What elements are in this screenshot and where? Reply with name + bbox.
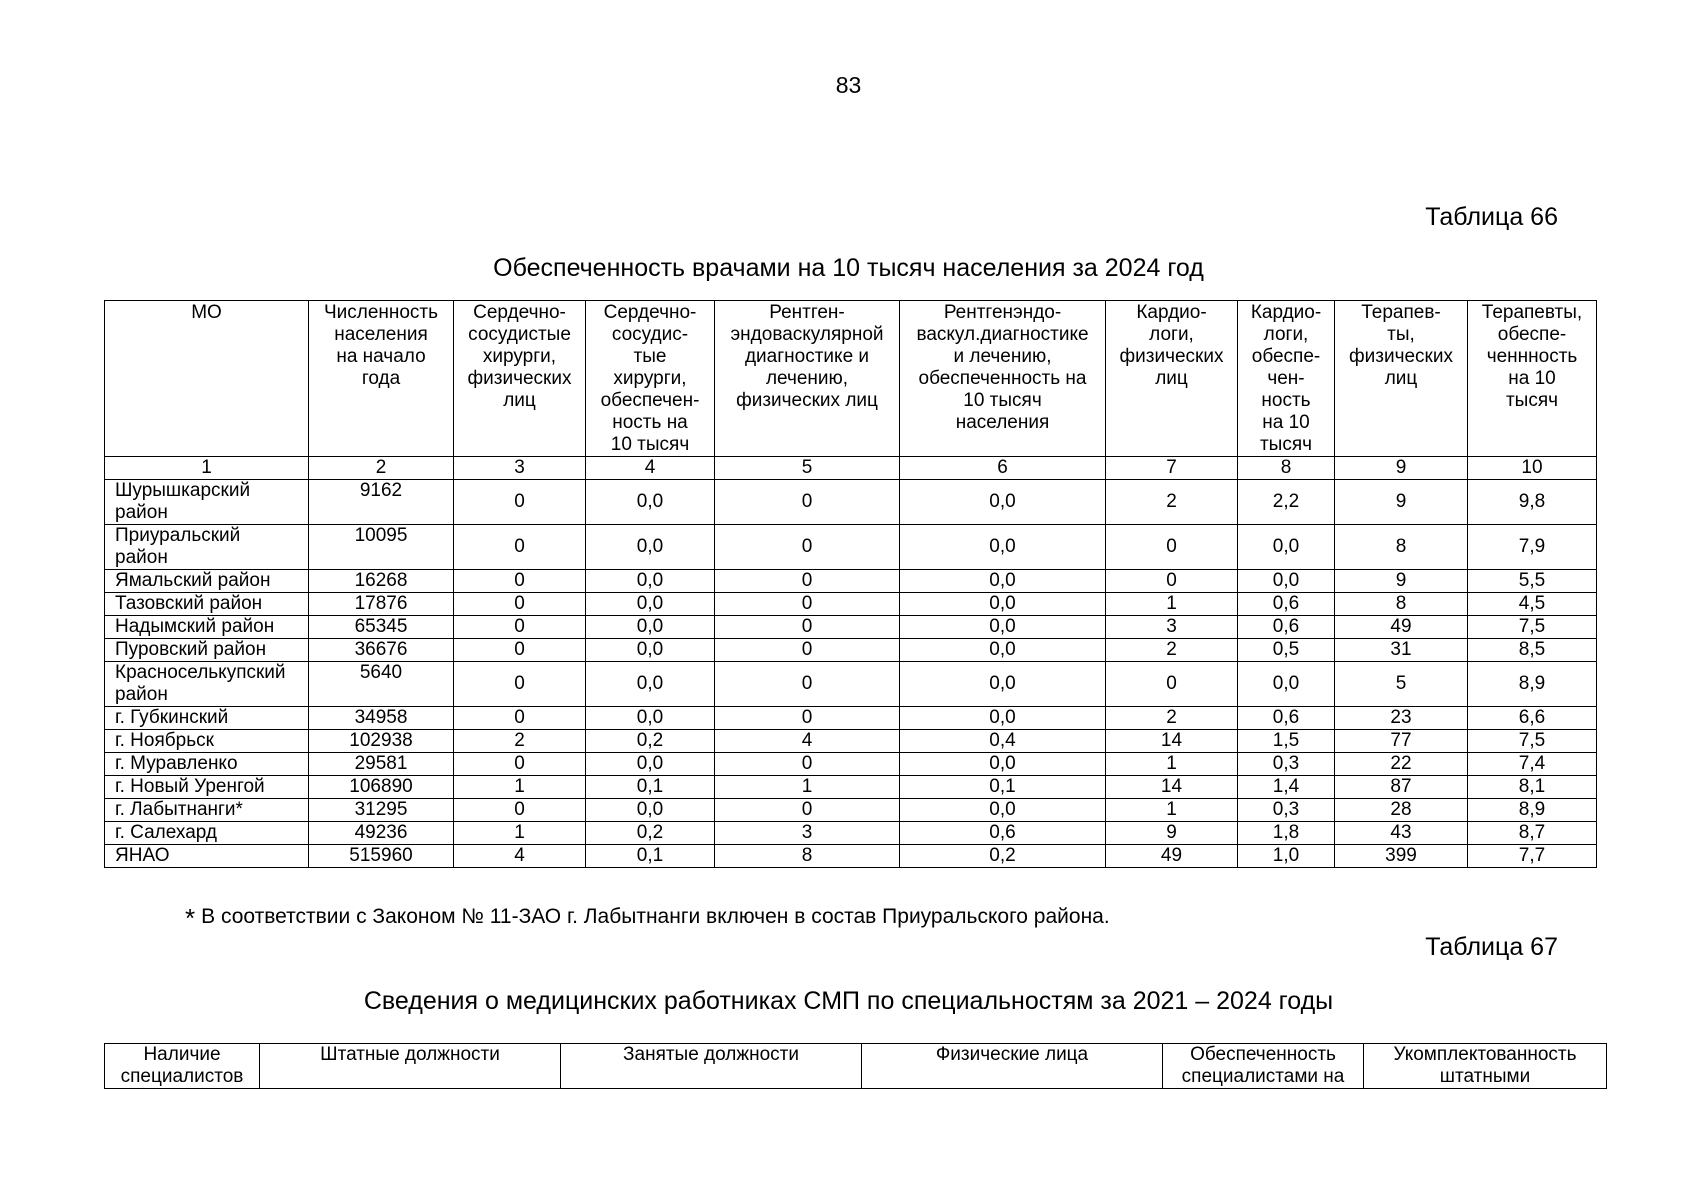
table-cell: 3 xyxy=(1106,616,1238,639)
column-header xyxy=(586,301,715,457)
table-cell: 8,7 xyxy=(1468,822,1597,845)
table-cell: 0,0 xyxy=(900,799,1106,822)
table-cell: 8,9 xyxy=(1468,662,1597,707)
table-cell: 2 xyxy=(1106,639,1238,662)
cell-text-line: г. Салехард xyxy=(115,822,217,843)
table-cell: 6,6 xyxy=(1468,707,1597,730)
table-cell: 0,6 xyxy=(1238,707,1335,730)
page-number: 83 xyxy=(835,72,862,98)
table-cell: 0,0 xyxy=(586,480,715,525)
cell-text-line: ченнность xyxy=(1486,346,1578,367)
table-cell: 3 xyxy=(715,822,900,845)
cell-text-line: 10 тысяч xyxy=(610,434,690,455)
table-cell: 2 xyxy=(1106,707,1238,730)
cell-text-line: Терапев- xyxy=(1361,302,1441,323)
cell-text-line: тые xyxy=(633,346,667,367)
column-header xyxy=(561,1044,862,1089)
cell-text-line: хирурги, xyxy=(613,368,687,389)
cell-text-line: лиц xyxy=(1155,368,1188,389)
cell-text-line: Рентгенэндо- xyxy=(943,302,1062,323)
column-header xyxy=(105,301,309,457)
table-cell: 1 xyxy=(1106,753,1238,776)
cell-text-line: г. Губкинский xyxy=(115,707,229,728)
table-cell: 7,7 xyxy=(1468,845,1597,868)
column-number: 9 xyxy=(1335,457,1468,480)
table-row xyxy=(105,845,1597,868)
table-row xyxy=(105,730,1597,753)
table-cell: 87 xyxy=(1335,776,1468,799)
table-cell: 1 xyxy=(715,776,900,799)
cell-text-line: тысяч xyxy=(1505,390,1559,411)
table-cell: 29581 xyxy=(309,753,454,776)
cell-text-line: обеспе- xyxy=(1251,346,1321,367)
table-66-label: Таблица 66 xyxy=(1425,203,1558,231)
cell-text-line: Ямальский район xyxy=(115,570,271,591)
table-cell: 399 xyxy=(1335,845,1468,868)
table-row xyxy=(105,480,1597,525)
table-cell: 10095 xyxy=(309,525,454,570)
table-cell: 102938 xyxy=(309,730,454,753)
table-cell: 2,2 xyxy=(1238,480,1335,525)
column-number-row xyxy=(105,457,1597,480)
column-number: 5 xyxy=(715,457,900,480)
table-cell: 0,0 xyxy=(586,639,715,662)
table-cell: 2 xyxy=(1106,480,1238,525)
cell-text-line: Тазовский район xyxy=(115,593,263,614)
table-row xyxy=(105,639,1597,662)
cell-text-line: эндоваскулярной xyxy=(730,324,884,345)
cell-text-line: на начало xyxy=(336,346,426,367)
table-cell: 0 xyxy=(715,525,900,570)
cell-text-line: МО xyxy=(191,302,222,323)
table-row xyxy=(105,616,1597,639)
table-row xyxy=(105,753,1597,776)
table-cell: 8,5 xyxy=(1468,639,1597,662)
cell-text-line: на 10 xyxy=(1262,412,1310,433)
table-cell: 49 xyxy=(1335,616,1468,639)
cell-text-line: Обеспеченность xyxy=(1190,1044,1336,1065)
cell-text-line: специалистов xyxy=(120,1066,244,1087)
cell-text-line: тысяч xyxy=(1259,434,1313,455)
cell-text-line: Шурышкарский xyxy=(115,480,251,501)
mo-cell xyxy=(105,753,309,776)
table-cell: 0,1 xyxy=(586,776,715,799)
cell-text-line: физических xyxy=(467,368,572,389)
table-66-title: Обеспеченность врачами на 10 тысяч населения за 2024 год xyxy=(493,254,1204,282)
table-cell: 23 xyxy=(1335,707,1468,730)
table-cell: 0 xyxy=(715,707,900,730)
column-header xyxy=(105,1044,260,1089)
table-cell: 4 xyxy=(454,845,586,868)
mo-cell xyxy=(105,822,309,845)
table-cell: 0 xyxy=(454,753,586,776)
column-header xyxy=(1238,301,1335,457)
table-row xyxy=(105,707,1597,730)
cell-text-line: хирурги, xyxy=(482,346,557,367)
footnote-marker: * xyxy=(185,903,196,933)
table-cell: 2 xyxy=(454,730,586,753)
cell-text-line: на 10 xyxy=(1508,368,1556,389)
table-cell: 5 xyxy=(1335,662,1468,707)
table-cell: 0,0 xyxy=(1238,525,1335,570)
cell-text-line: Кардио- xyxy=(1250,302,1322,323)
table-cell: 0,0 xyxy=(900,639,1106,662)
column-number: 6 xyxy=(900,457,1106,480)
mo-cell xyxy=(105,570,309,593)
table-cell: 22 xyxy=(1335,753,1468,776)
table-cell: 0,0 xyxy=(586,753,715,776)
mo-cell xyxy=(105,730,309,753)
cell-text-line: обеспечен- xyxy=(600,390,700,411)
table-cell: 0 xyxy=(715,639,900,662)
cell-text-line: и лечению, xyxy=(953,346,1052,367)
table-cell: 0 xyxy=(454,639,586,662)
table-cell: 9 xyxy=(1106,822,1238,845)
table-cell: 0 xyxy=(454,799,586,822)
cell-text-line: года xyxy=(361,368,401,389)
table-cell: 0,0 xyxy=(1238,662,1335,707)
table-cell: 8,1 xyxy=(1468,776,1597,799)
table-cell: 7,5 xyxy=(1468,730,1597,753)
table-cell: 0,0 xyxy=(900,707,1106,730)
table-cell: 0,2 xyxy=(900,845,1106,868)
cell-text-line: Красноселькупский xyxy=(115,662,286,683)
cell-text-line: г. Лабытнанги* xyxy=(115,799,243,820)
table-cell: 0 xyxy=(454,480,586,525)
cell-text-line: физических xyxy=(1349,346,1453,367)
table-cell: 1 xyxy=(454,776,586,799)
table-66 xyxy=(104,300,1597,868)
table-cell: 7,9 xyxy=(1468,525,1597,570)
column-header xyxy=(1163,1044,1364,1089)
cell-text-line: обеспеченность на xyxy=(918,368,1087,389)
cell-text-line: Штатные должности xyxy=(320,1044,500,1065)
table-67-header-row xyxy=(105,1044,1607,1089)
table-cell: 8,9 xyxy=(1468,799,1597,822)
column-number: 8 xyxy=(1238,457,1335,480)
column-header xyxy=(1106,301,1238,457)
table-67-title: Сведения о медицинских работниках СМП по специальностям за 2021 – 2024 годы xyxy=(363,987,1334,1015)
table-cell: 49 xyxy=(1106,845,1238,868)
mo-cell xyxy=(105,639,309,662)
cell-text-line: ность xyxy=(1261,390,1311,411)
table-row xyxy=(105,822,1597,845)
column-header xyxy=(900,301,1106,457)
table-cell: 515960 xyxy=(309,845,454,868)
table-cell: 0,5 xyxy=(1238,639,1335,662)
cell-text-line: диагностике и xyxy=(744,346,870,367)
table-cell: 1 xyxy=(1106,799,1238,822)
table-cell: 0 xyxy=(454,662,586,707)
table-66-header-row xyxy=(105,301,1597,457)
table-cell: 106890 xyxy=(309,776,454,799)
cell-text-line: населения xyxy=(334,324,428,345)
table-cell: 31 xyxy=(1335,639,1468,662)
table-cell: 0,0 xyxy=(586,593,715,616)
table-cell: 0 xyxy=(715,570,900,593)
table-cell: 8 xyxy=(1335,525,1468,570)
mo-cell xyxy=(105,525,309,570)
cell-text-line: Укомплектованность xyxy=(1393,1044,1577,1065)
table-cell: 0 xyxy=(454,525,586,570)
cell-text-line: сосудис- xyxy=(611,324,689,345)
table-cell: 1,0 xyxy=(1238,845,1335,868)
table-row xyxy=(105,593,1597,616)
table-cell: 0,3 xyxy=(1238,753,1335,776)
table-cell: 77 xyxy=(1335,730,1468,753)
table-cell: 65345 xyxy=(309,616,454,639)
table-cell: 28 xyxy=(1335,799,1468,822)
table-cell: 0,6 xyxy=(900,822,1106,845)
table-cell: 0 xyxy=(1106,570,1238,593)
table-cell: 1 xyxy=(1106,593,1238,616)
cell-text-line: район xyxy=(115,502,168,523)
cell-text-line: район xyxy=(115,684,168,705)
table-cell: 5,5 xyxy=(1468,570,1597,593)
column-header xyxy=(260,1044,561,1089)
table-cell: 0 xyxy=(715,616,900,639)
table-cell: 0,0 xyxy=(586,570,715,593)
column-number: 2 xyxy=(309,457,454,480)
table-cell: 1,5 xyxy=(1238,730,1335,753)
cell-text-line: район xyxy=(115,547,168,568)
table-cell: 0,0 xyxy=(900,525,1106,570)
table-cell: 0,0 xyxy=(900,570,1106,593)
table-cell: 0,4 xyxy=(900,730,1106,753)
cell-text-line: Пуровский район xyxy=(115,639,267,660)
table-cell: 0,0 xyxy=(586,525,715,570)
mo-cell xyxy=(105,799,309,822)
table-cell: 16268 xyxy=(309,570,454,593)
table-cell: 0,0 xyxy=(900,662,1106,707)
table-cell: 0 xyxy=(454,707,586,730)
table-cell: 0 xyxy=(1106,525,1238,570)
table-cell: 0 xyxy=(715,593,900,616)
column-header xyxy=(1468,301,1597,457)
footnote-text: В соответствии с Законом № 11-ЗАО г. Лабытнанги включен в состав Приуральского района. xyxy=(201,905,1110,928)
table-cell: 0 xyxy=(1106,662,1238,707)
table-cell: 0,0 xyxy=(900,616,1106,639)
table-row xyxy=(105,776,1597,799)
cell-text-line: Наличие xyxy=(143,1044,221,1065)
table-row xyxy=(105,799,1597,822)
table-cell: 0 xyxy=(715,799,900,822)
table-cell: 9 xyxy=(1335,480,1468,525)
table-cell: 36676 xyxy=(309,639,454,662)
cell-text-line: физических xyxy=(1119,346,1224,367)
table-cell: 0,0 xyxy=(900,593,1106,616)
cell-text-line: обеспе- xyxy=(1497,324,1567,345)
column-header xyxy=(715,301,900,457)
cell-text-line: г. Ноябрьск xyxy=(115,730,214,751)
table-cell: 0,6 xyxy=(1238,616,1335,639)
table-cell: 9,8 xyxy=(1468,480,1597,525)
column-header xyxy=(1335,301,1468,457)
cell-text-line: чен- xyxy=(1267,368,1305,389)
cell-text-line: Кардио- xyxy=(1136,302,1207,323)
cell-text-line: Надымский район xyxy=(115,616,275,637)
cell-text-line: населения xyxy=(955,412,1050,433)
cell-text-line: физических лиц xyxy=(736,390,878,411)
mo-cell xyxy=(105,662,309,707)
table-cell: 7,5 xyxy=(1468,616,1597,639)
cell-text-line: Занятые должности xyxy=(623,1044,799,1065)
column-number: 1 xyxy=(105,457,309,480)
column-header xyxy=(862,1044,1163,1089)
mo-cell xyxy=(105,776,309,799)
table-cell: 14 xyxy=(1106,776,1238,799)
table-cell: 0,0 xyxy=(586,616,715,639)
table-cell: 17876 xyxy=(309,593,454,616)
cell-text-line: лечению, xyxy=(765,368,849,389)
mo-cell xyxy=(105,845,309,868)
table-cell: 1 xyxy=(454,822,586,845)
footnote xyxy=(185,903,1110,934)
cell-text-line: Рентген- xyxy=(769,302,845,323)
column-header xyxy=(309,301,454,457)
table-cell: 0 xyxy=(715,480,900,525)
table-cell: 0,2 xyxy=(586,822,715,845)
mo-cell xyxy=(105,616,309,639)
table-cell: 5640 xyxy=(309,662,454,707)
cell-text-line: Приуральский xyxy=(115,525,241,546)
table-cell: 8 xyxy=(715,845,900,868)
table-cell: 0 xyxy=(454,593,586,616)
cell-text-line: логи, xyxy=(1263,324,1309,345)
mo-cell xyxy=(105,707,309,730)
cell-text-line: Сердечно- xyxy=(473,302,566,323)
table-cell: 4,5 xyxy=(1468,593,1597,616)
cell-text-line: г. Муравленко xyxy=(115,753,238,774)
column-header xyxy=(1364,1044,1607,1089)
column-number: 3 xyxy=(454,457,586,480)
cell-text-line: ность на xyxy=(612,412,688,433)
table-cell: 7,4 xyxy=(1468,753,1597,776)
mo-cell xyxy=(105,593,309,616)
table-cell: 0,2 xyxy=(586,730,715,753)
column-number: 4 xyxy=(586,457,715,480)
table-cell: 0,0 xyxy=(900,480,1106,525)
table-cell: 0 xyxy=(454,570,586,593)
table-cell: 43 xyxy=(1335,822,1468,845)
table-cell: 1,8 xyxy=(1238,822,1335,845)
table-cell: 0,6 xyxy=(1238,593,1335,616)
table-cell: 0,0 xyxy=(586,799,715,822)
table-cell: 4 xyxy=(715,730,900,753)
table-67-label: Таблица 67 xyxy=(1425,933,1558,961)
table-cell: 1,4 xyxy=(1238,776,1335,799)
cell-text-line: Сердечно- xyxy=(603,302,697,323)
cell-text-line: лиц xyxy=(1384,368,1418,389)
table-cell: 9 xyxy=(1335,570,1468,593)
table-cell: 49236 xyxy=(309,822,454,845)
table-cell: 14 xyxy=(1106,730,1238,753)
cell-text-line: ты, xyxy=(1387,324,1415,345)
cell-text-line: ЯНАО xyxy=(115,845,170,866)
cell-text-line: Численность xyxy=(323,302,439,323)
table-cell: 0 xyxy=(454,616,586,639)
column-number: 7 xyxy=(1106,457,1238,480)
table-cell: 0,0 xyxy=(586,662,715,707)
cell-text-line: Физические лица xyxy=(935,1044,1089,1065)
table-cell: 8 xyxy=(1335,593,1468,616)
table-cell: 0,0 xyxy=(586,707,715,730)
table-cell: 0,1 xyxy=(586,845,715,868)
cell-text-line: штатными xyxy=(1439,1066,1531,1087)
table-cell: 0,0 xyxy=(900,753,1106,776)
table-row xyxy=(105,570,1597,593)
cell-text-line: васкул.диагностике xyxy=(916,324,1089,345)
table-cell: 0 xyxy=(715,753,900,776)
cell-text-line: г. Новый Уренгой xyxy=(115,776,265,797)
table-cell: 34958 xyxy=(309,707,454,730)
table-cell: 31295 xyxy=(309,799,454,822)
cell-text-line: логи, xyxy=(1149,324,1194,345)
table-cell: 0,0 xyxy=(1238,570,1335,593)
cell-text-line: лиц xyxy=(503,390,536,411)
mo-cell xyxy=(105,480,309,525)
cell-text-line: сосудистые xyxy=(468,324,571,345)
table-67 xyxy=(104,1043,1607,1089)
cell-text-line: специалистами на xyxy=(1181,1066,1345,1087)
table-cell: 9162 xyxy=(309,480,454,525)
table-cell: 0 xyxy=(715,662,900,707)
column-number: 10 xyxy=(1468,457,1597,480)
table-cell: 0,1 xyxy=(900,776,1106,799)
table-cell: 0,3 xyxy=(1238,799,1335,822)
cell-text-line: 10 тысяч xyxy=(963,390,1042,411)
table-row xyxy=(105,525,1597,570)
table-row xyxy=(105,662,1597,707)
cell-text-line: Терапевты, xyxy=(1481,302,1583,323)
column-header xyxy=(454,301,586,457)
